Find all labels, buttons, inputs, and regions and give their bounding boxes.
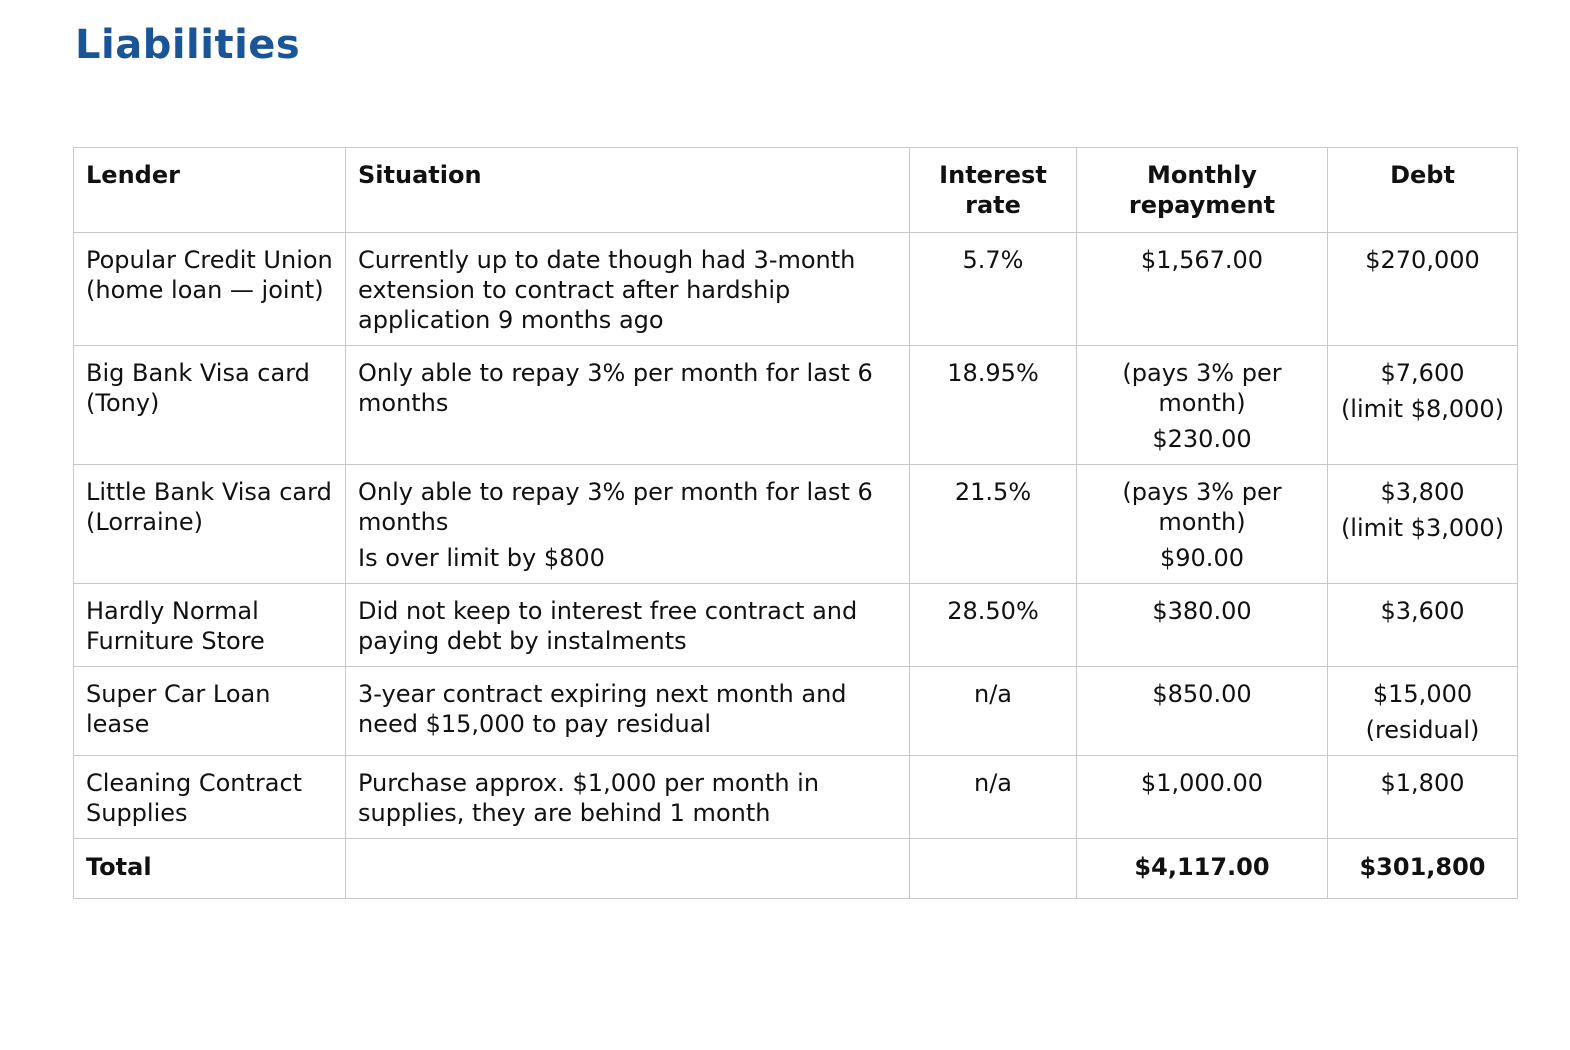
repayment-amount: $380.00 <box>1152 597 1252 625</box>
debt-note: (limit $8,000) <box>1340 395 1505 423</box>
cell-lender: Hardly Normal Furniture Store <box>74 584 346 667</box>
cell-interest-rate: 18.95% <box>910 346 1077 465</box>
repayment-amount: $230.00 <box>1152 425 1252 453</box>
header-debt: Debt <box>1328 148 1518 233</box>
cell-lender: Popular Credit Union (home loan — joint) <box>74 233 346 346</box>
cell-debt <box>1328 465 1518 584</box>
repayment-amount: $1,000.00 <box>1140 769 1264 797</box>
cell-repayment <box>1077 584 1328 667</box>
debt-amount: $1,800 <box>1380 769 1465 797</box>
header-interest-rate: Interest rate <box>910 148 1077 233</box>
header-lender: Lender <box>74 148 346 233</box>
table-row <box>74 667 1518 756</box>
situation-text: 3-year contract expiring next month and need $15,000 to pay residual <box>358 680 847 738</box>
cell-interest-rate: 28.50% <box>910 584 1077 667</box>
debt-note: (residual) <box>1365 716 1480 744</box>
header-row <box>74 148 1518 233</box>
cell-situation <box>346 346 910 465</box>
cell-repayment <box>1077 346 1328 465</box>
total-label: Total <box>74 839 346 899</box>
debt-amount: $270,000 <box>1365 246 1480 274</box>
cell-debt <box>1328 584 1518 667</box>
total-empty-situation <box>346 839 910 899</box>
cell-repayment <box>1077 756 1328 839</box>
repayment-amount: $850.00 <box>1152 680 1252 708</box>
cell-situation <box>346 667 910 756</box>
table-body <box>74 233 1518 899</box>
table-row <box>74 756 1518 839</box>
cell-lender: Super Car Loan lease <box>74 667 346 756</box>
total-empty-interest <box>910 839 1077 899</box>
cell-debt <box>1328 667 1518 756</box>
repayment-note: (pays 3% per month) <box>1122 359 1282 417</box>
debt-note: (limit $3,000) <box>1340 514 1505 542</box>
situation-text: Only able to repay 3% per month for last 6 months <box>358 478 873 536</box>
cell-repayment <box>1077 233 1328 346</box>
situation-extra: Is over limit by $800 <box>358 544 605 572</box>
cell-interest-rate: 21.5% <box>910 465 1077 584</box>
repayment-amount: $90.00 <box>1160 544 1244 572</box>
page-title: Liabilities <box>75 22 301 68</box>
total-debt: $301,800 <box>1328 839 1518 899</box>
cell-situation <box>346 756 910 839</box>
cell-situation <box>346 465 910 584</box>
table-row <box>74 465 1518 584</box>
cell-interest-rate: n/a <box>910 667 1077 756</box>
debt-amount: $7,600 <box>1380 359 1465 387</box>
header-monthly-repayment: Monthly repayment <box>1077 148 1328 233</box>
total-row <box>74 839 1518 899</box>
table-row <box>74 233 1518 346</box>
table-row <box>74 584 1518 667</box>
cell-repayment <box>1077 465 1328 584</box>
cell-interest-rate: 5.7% <box>910 233 1077 346</box>
situation-text: Currently up to date though had 3-month extension to contract after hardship application 9 months ago <box>358 246 856 334</box>
cell-situation <box>346 233 910 346</box>
debt-amount: $3,600 <box>1380 597 1465 625</box>
cell-debt <box>1328 756 1518 839</box>
debt-amount: $15,000 <box>1372 680 1473 708</box>
cell-lender: Big Bank Visa card (Tony) <box>74 346 346 465</box>
header-situation: Situation <box>346 148 910 233</box>
cell-lender: Little Bank Visa card (Lorraine) <box>74 465 346 584</box>
cell-debt <box>1328 233 1518 346</box>
situation-text: Purchase approx. $1,000 per month in supplies, they are behind 1 month <box>358 769 820 827</box>
repayment-amount: $1,567.00 <box>1140 246 1264 274</box>
cell-repayment <box>1077 667 1328 756</box>
cell-lender: Cleaning Contract Supplies <box>74 756 346 839</box>
situation-text: Only able to repay 3% per month for last 6 months <box>358 359 873 417</box>
table-header <box>74 148 1518 233</box>
cell-situation <box>346 584 910 667</box>
cell-debt <box>1328 346 1518 465</box>
total-repayment: $4,117.00 <box>1077 839 1328 899</box>
liabilities-table <box>73 147 1518 899</box>
debt-amount: $3,800 <box>1380 478 1465 506</box>
situation-text: Did not keep to interest free contract and paying debt by instalments <box>358 597 858 655</box>
table-row <box>74 346 1518 465</box>
repayment-note: (pays 3% per month) <box>1122 478 1282 536</box>
cell-interest-rate: n/a <box>910 756 1077 839</box>
